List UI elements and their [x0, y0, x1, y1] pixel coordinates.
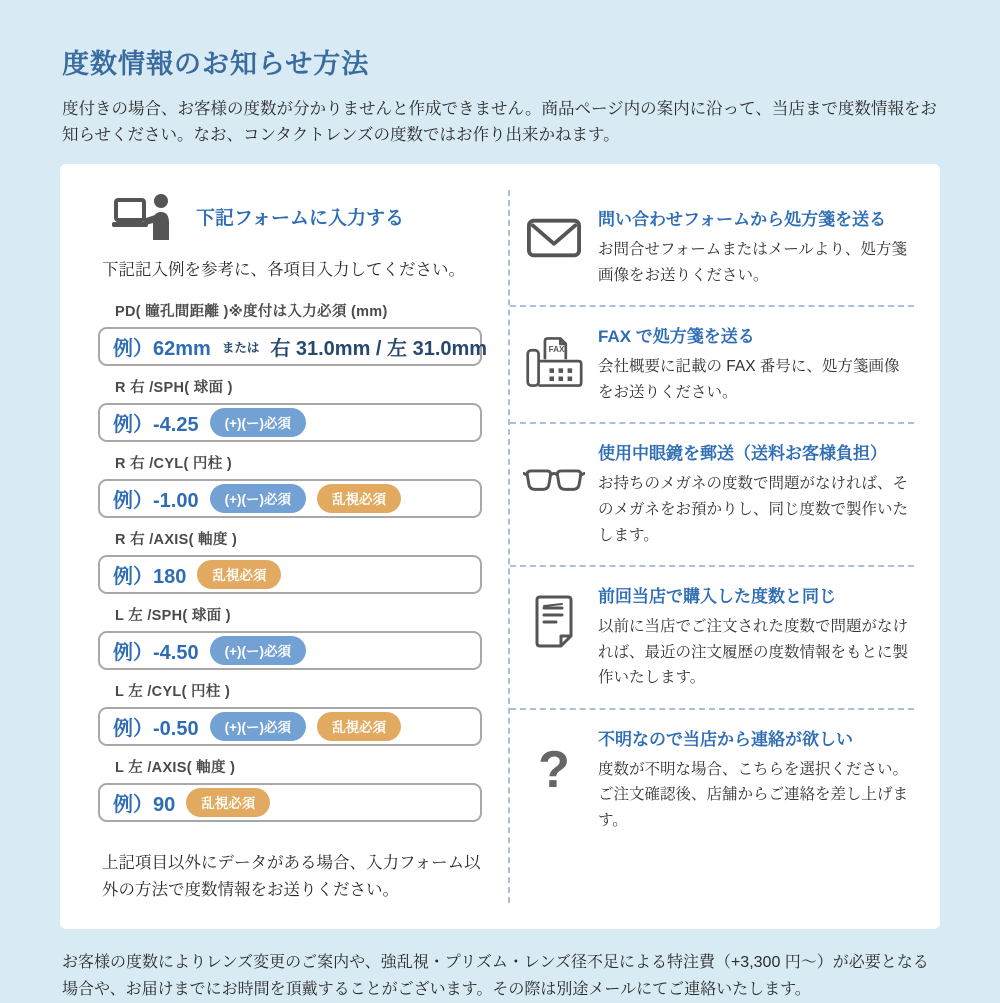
fax-icon: [525, 335, 583, 389]
field-group-pd: [98, 300, 488, 366]
example-input-box: [98, 555, 482, 594]
input-form-section: [60, 190, 508, 903]
glasses-icon: [523, 467, 585, 495]
example-value-alt: 右 31.0mm / 左 31.0mm: [270, 338, 488, 361]
method-unknown-contact-me: [510, 708, 914, 851]
method-previous-order: [510, 565, 914, 708]
astigmatism-required-badge: 乱視必須: [317, 484, 401, 513]
prescription-methods-card: [60, 164, 940, 929]
form-instruction: 下記記入例を参考に、各項目入力してください。: [102, 261, 465, 280]
field-group-l-axis: [98, 756, 482, 822]
form-section-title: 下記フォームに入力する: [196, 207, 405, 229]
example-value: 例）62mm: [113, 338, 211, 361]
method-title: 前回当店で購入した度数と同じ: [598, 587, 836, 607]
example-input-box: [98, 403, 482, 442]
page-title: 度数情報のお知らせ方法: [62, 49, 370, 79]
method-description: 度数が不明な場合、こちらを選択ください。ご注文確認後、店舗からご連絡を差し上げます。: [598, 760, 909, 829]
field-label: R 右 /AXIS( 軸度 ): [115, 532, 238, 549]
method-description: お問合せフォームまたはメールより、処方箋画像をお送りください。: [598, 241, 907, 284]
example-input-box: [98, 707, 482, 746]
question-icon: ?: [538, 740, 570, 799]
example-value: 例）90: [113, 794, 176, 817]
method-title: 使用中眼鏡を郵送（送料お客様負担）: [598, 444, 887, 464]
example-input-box: [98, 631, 482, 670]
example-value: 例）180: [113, 566, 187, 589]
form-note: 上記項目以外にデータがある場合、入力フォーム以外の方法で度数情報をお送りください。: [102, 854, 481, 899]
field-label: L 左 /SPH( 球面 ): [115, 608, 231, 625]
example-value: 例）-1.00: [113, 490, 199, 513]
method-title: 問い合わせフォームから処方箋を送る: [598, 210, 887, 230]
example-value: 例）-4.25: [113, 414, 199, 437]
example-input-box: [98, 479, 482, 518]
person-at-computer-icon: [112, 192, 176, 240]
example-connector: または: [221, 340, 260, 355]
example-value: 例）-4.50: [113, 642, 199, 665]
example-input-box: [98, 327, 488, 366]
method-title: FAX で処方箋を送る: [598, 327, 755, 347]
field-group-r-axis: [98, 528, 482, 594]
sign-required-badge: (+)(ー)必須: [210, 712, 306, 741]
example-input-box: [98, 783, 482, 822]
field-label: PD( 瞳孔間距離 )※度付は入力必須 (mm): [115, 304, 388, 321]
astigmatism-required-badge: 乱視必須: [317, 712, 401, 741]
svg-text:FAX: FAX: [548, 345, 565, 355]
field-label: L 左 /CYL( 円柱 ): [115, 684, 231, 701]
method-fax: [510, 305, 914, 422]
field-label: L 左 /AXIS( 軸度 ): [115, 760, 236, 777]
footer-note: お客様の度数によりレンズ変更のご案内や、強乱視・プリズム・レンズ径不足による特注費（+3,300 円〜）が必要となる場合や、お届けまでにお時間を頂戴することがございます。その際は別途メールにてご連絡いたします。: [62, 953, 929, 999]
field-group-l-sph: [98, 604, 482, 670]
intro-text: 度付きの場合、お客様の度数が分かりませんと作成できません。商品ページ内の案内に沿って、当店まで度数情報をお知らせください。なお、コンタクトレンズの度数ではお作り出来かねます。: [62, 100, 937, 144]
document-icon: [531, 595, 577, 649]
field-label: R 右 /CYL( 円柱 ): [115, 456, 232, 473]
contact-methods: [510, 190, 940, 903]
astigmatism-required-badge: 乱視必須: [197, 560, 281, 589]
field-group-r-sph: [98, 376, 482, 442]
envelope-icon: [527, 218, 581, 258]
method-description: 会社概要に記載の FAX 番号に、処方箋画像をお送りください。: [598, 358, 900, 401]
astigmatism-required-badge: 乱視必須: [186, 788, 270, 817]
method-title: 不明なので当店から連絡が欲しい: [598, 729, 853, 749]
sign-required-badge: (+)(ー)必須: [210, 408, 306, 437]
field-label: R 右 /SPH( 球面 ): [115, 380, 233, 397]
method-contact-form: [510, 190, 914, 305]
field-group-r-cyl: [98, 452, 482, 518]
sign-required-badge: (+)(ー)必須: [210, 636, 306, 665]
method-mail-glasses: [510, 422, 914, 565]
sign-required-badge: (+)(ー)必須: [210, 484, 306, 513]
form-header: [112, 192, 482, 240]
field-group-l-cyl: [98, 680, 482, 746]
method-description: 以前に当店でご注文された度数で問題がなければ、最近の注文履歴の度数情報をもとに製作いたします。: [598, 618, 909, 687]
method-description: お持ちのメガネの度数で問題がなければ、そのメガネをお預かりし、同じ度数で製作いたします。: [598, 475, 909, 544]
example-value: 例）-0.50: [113, 718, 199, 741]
